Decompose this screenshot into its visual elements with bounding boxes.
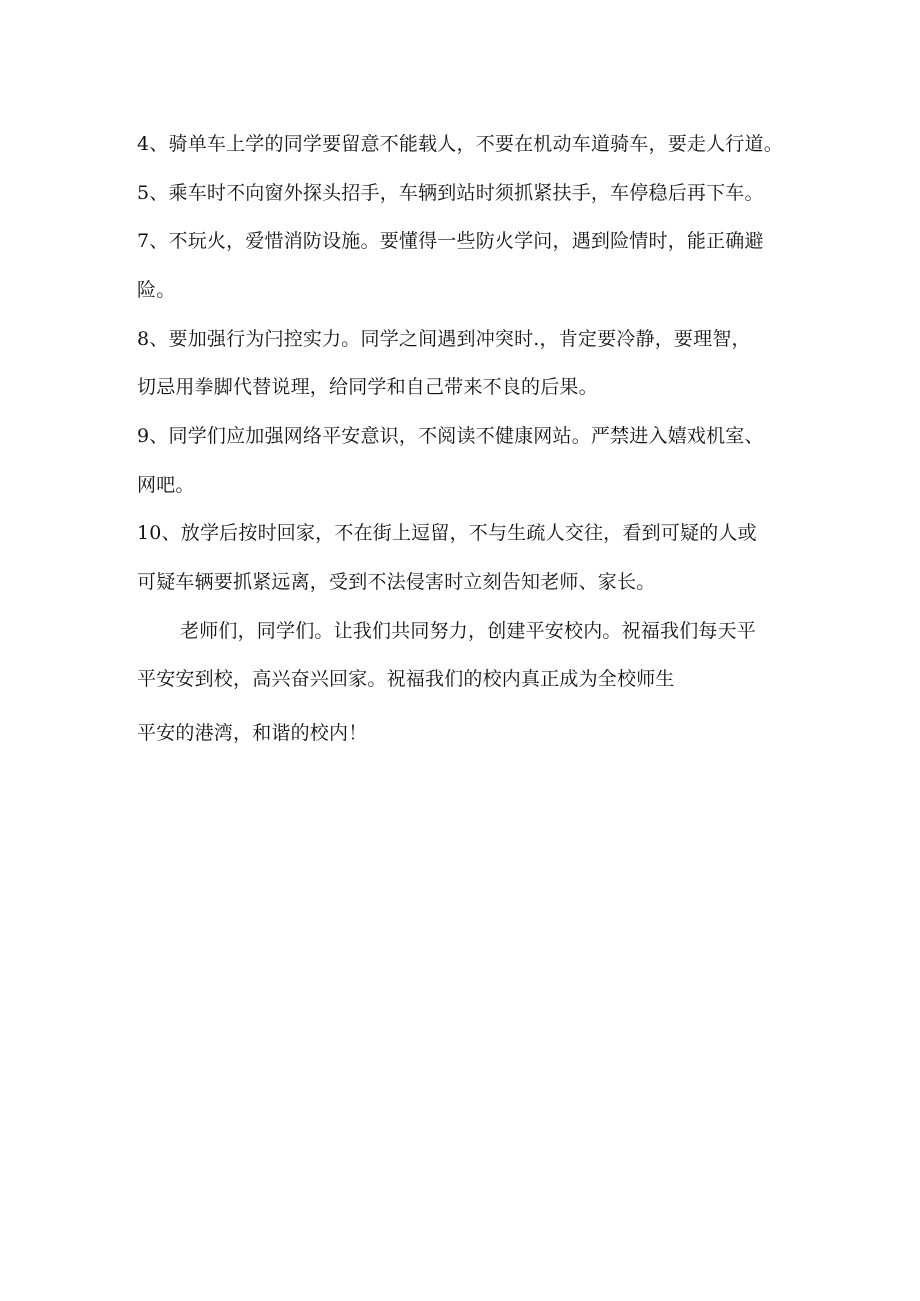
closing-paragraph-line-1: 老师们，同学们。让我们共同努力，创建平安校内。祝福我们每天平 [180, 620, 757, 642]
rule-8-line-1: 8、要加强行为闩控实力。同学之间遇到冲突时.，肯定要冷静，要理智， [137, 328, 751, 350]
rule-9-line-2: 网吧。 [137, 474, 195, 496]
closing-paragraph-line-3: 平安的港湾，和谐的校内！ [137, 722, 368, 744]
rule-5-line-1: 5、乘车时不向窗外探头招手，车辆到站时须抓紧扶手，车停稳后再下车。 [137, 182, 764, 204]
rule-8-line-2: 切忌用拳脚代替说理，给同学和自己带来不良的后果。 [137, 376, 598, 398]
closing-paragraph-line-2: 平安安到校，高兴奋兴回家。祝福我们的校内真正成为全校师生 [137, 668, 675, 690]
rule-9-line-1: 9、同学们应加强网络平安意识，不阅读不健康网站。严禁进入嬉戏机室、 [137, 425, 764, 447]
rule-10-line-1: 10、放学后按时回家，不在街上逗留，不与生疏人交往，看到可疑的人或 [137, 522, 757, 544]
rule-7-line-1: 7、不玩火，爱惜消防设施。要懂得一些防火学问，遇到险情时，能正确避 [137, 230, 764, 252]
rule-7-line-2: 险。 [137, 279, 176, 301]
rule-4-line-1: 4、骑单车上学的同学要留意不能载人，不要在机动车道骑车，要走人行道。 [137, 133, 783, 155]
rule-10-line-2: 可疑车辆要抓紧远离，受到不法侵害时立刻告知老师、家长。 [137, 571, 656, 593]
